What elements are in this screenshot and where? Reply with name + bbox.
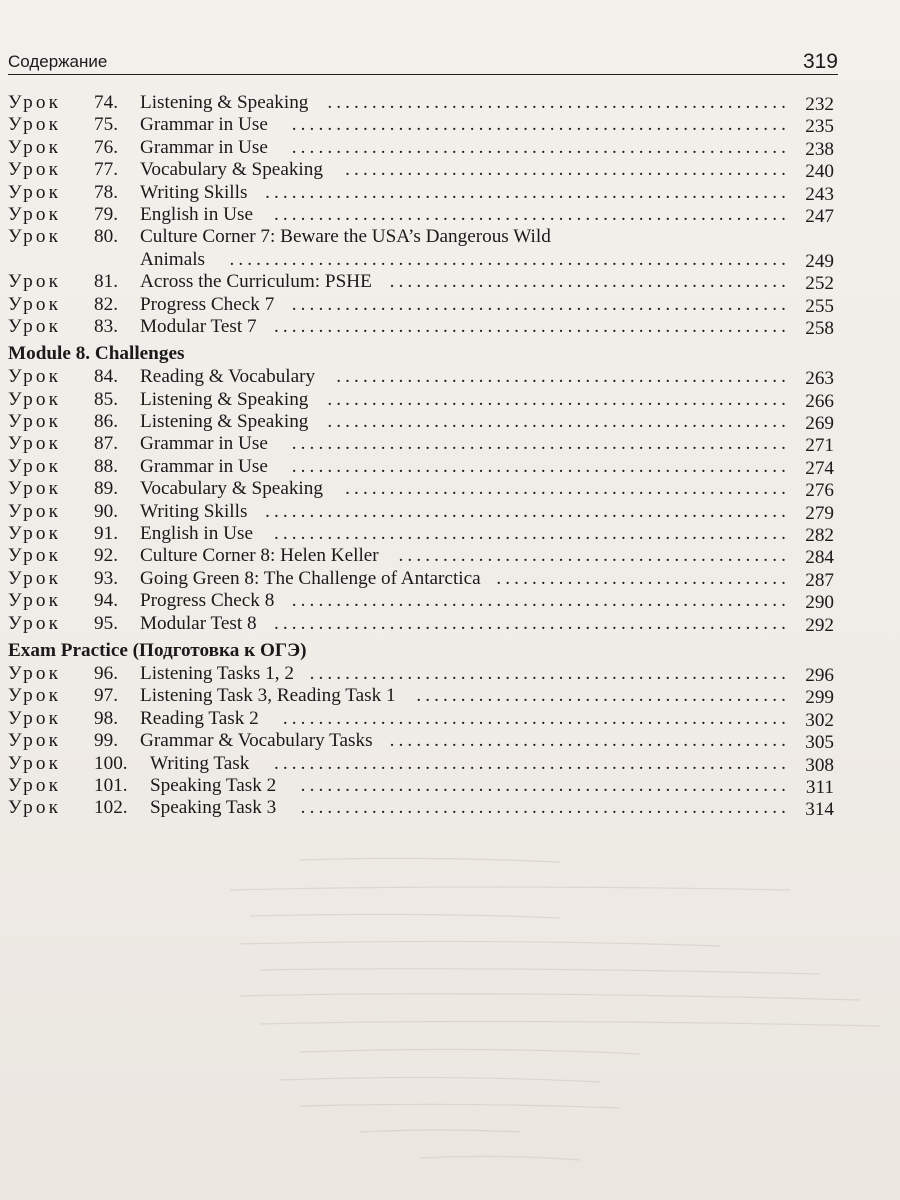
- toc-entry: [8, 478, 834, 500]
- leader-dots: ..................................................: [345, 478, 790, 500]
- lesson-label: Урок: [8, 797, 62, 819]
- page-reference: 235: [805, 116, 834, 138]
- lesson-number: 100.: [94, 752, 128, 774]
- page-reference: 238: [805, 138, 834, 160]
- leader-dots: .............................................: [389, 271, 790, 293]
- page-reference: 290: [805, 592, 834, 614]
- leader-dots: ........................................................: [291, 136, 790, 158]
- toc-group-exam-practice: [8, 663, 834, 820]
- toc-entry-continuation: [8, 249, 834, 271]
- toc-group-module-8: [8, 366, 834, 635]
- toc-entry: [8, 114, 834, 136]
- page-reference: 279: [805, 502, 834, 524]
- page-reference: 311: [805, 776, 834, 798]
- lesson-label: Урок: [8, 92, 62, 113]
- leader-dots: ....................................................: [327, 411, 790, 433]
- lesson-label: Урок: [8, 271, 62, 293]
- page-reference: 308: [805, 754, 834, 776]
- page-reference: 305: [805, 732, 834, 754]
- lesson-number: 80.: [94, 226, 118, 248]
- page-reference: 271: [805, 435, 834, 457]
- toc-entry: [8, 294, 834, 316]
- page-reference: 302: [805, 709, 834, 731]
- toc-entry: [8, 775, 834, 797]
- lesson-title: Grammar in Use: [140, 433, 268, 455]
- show-through-background: [0, 840, 900, 1200]
- toc-entry: [8, 708, 834, 730]
- lesson-label: Урок: [8, 315, 62, 337]
- leader-dots: ........................................................: [291, 114, 790, 136]
- lesson-number: 92.: [94, 545, 118, 567]
- lesson-number: 75.: [94, 114, 118, 136]
- lesson-label: Урок: [8, 500, 62, 522]
- page-reference: 269: [805, 413, 834, 435]
- lesson-number: 99.: [94, 730, 118, 752]
- table-of-contents: [8, 92, 834, 820]
- leader-dots: ........................................................: [291, 590, 790, 612]
- page-header: [8, 48, 838, 75]
- lesson-label: Урок: [8, 685, 62, 707]
- toc-entry: [8, 456, 834, 478]
- lesson-number: 93.: [94, 567, 118, 589]
- lesson-title: Reading & Vocabulary: [140, 366, 316, 388]
- lesson-number: 90.: [94, 500, 118, 522]
- lesson-title: Listening & Speaking: [140, 92, 309, 113]
- lesson-title: Vocabulary & Speaking: [140, 159, 323, 181]
- lesson-label: Урок: [8, 523, 62, 545]
- lesson-number: 96.: [94, 662, 118, 684]
- leader-dots: ...................................................: [336, 366, 790, 388]
- lesson-label: Урок: [8, 590, 62, 612]
- lesson-number: 81.: [94, 271, 118, 293]
- toc-entry: [8, 433, 834, 455]
- toc-entry: [8, 182, 834, 204]
- page-reference: 249: [805, 250, 834, 272]
- lesson-number: 74.: [94, 92, 118, 113]
- lesson-label: Урок: [8, 774, 62, 796]
- exam-practice-heading: Exam Practice (Подготовка к ОГЭ): [8, 639, 307, 661]
- lesson-number: 102.: [94, 797, 128, 819]
- toc-entry: [8, 389, 834, 411]
- lesson-label: Урок: [8, 567, 62, 589]
- lesson-label: Урок: [8, 159, 62, 181]
- page-reference: 240: [805, 161, 834, 183]
- toc-entry: [8, 730, 834, 752]
- lesson-title: Progress Check 7: [140, 293, 275, 315]
- lesson-title: Grammar & Vocabulary Tasks: [140, 730, 373, 752]
- leader-dots: ........................................................: [291, 433, 790, 455]
- leader-dots: .................................: [496, 567, 790, 589]
- lesson-number: 88.: [94, 455, 118, 477]
- lesson-number: 83.: [94, 315, 118, 337]
- page-reference: 266: [805, 390, 834, 412]
- toc-entry: [8, 685, 834, 707]
- page-reference: 287: [805, 569, 834, 591]
- toc-entry: [8, 613, 834, 635]
- lesson-title: Progress Check 8: [140, 590, 275, 612]
- lesson-title: Going Green 8: The Challenge of Antarctica: [140, 567, 481, 589]
- lesson-number: 89.: [94, 478, 118, 500]
- page-reference: 258: [805, 317, 834, 339]
- lesson-title: Speaking Task 2: [150, 774, 277, 796]
- page-reference: 292: [805, 614, 834, 636]
- page-number: 319: [802, 50, 838, 73]
- leader-dots: ............................................: [398, 545, 790, 567]
- page-reference: 299: [805, 687, 834, 709]
- lesson-number: 77.: [94, 159, 118, 181]
- leader-dots: ..........................................: [416, 685, 790, 707]
- toc-entry: [8, 226, 834, 248]
- lesson-label: Урок: [8, 293, 62, 315]
- toc-entry: [8, 501, 834, 523]
- lesson-number: 87.: [94, 433, 118, 455]
- page-reference: 284: [805, 547, 834, 569]
- lesson-title: Modular Test 8: [140, 612, 257, 634]
- lesson-label: Урок: [8, 662, 62, 684]
- lesson-title: Listening Task 3, Reading Task 1: [140, 685, 396, 707]
- leader-dots: ..........................................................: [273, 523, 790, 545]
- lesson-title: Culture Corner 7: Beware the USA’s Dangerous Wild: [140, 226, 551, 248]
- lesson-label: Урок: [8, 203, 62, 225]
- lesson-number: 98.: [94, 707, 118, 729]
- leader-dots: .............................................: [389, 730, 790, 752]
- lesson-title: Grammar in Use: [140, 114, 268, 136]
- page-reference: 255: [805, 295, 834, 317]
- lesson-title: Writing Skills: [140, 181, 248, 203]
- lesson-title: English in Use: [140, 523, 253, 545]
- lesson-label: Урок: [8, 388, 62, 410]
- leader-dots: ......................................................: [309, 662, 790, 684]
- lesson-title: Writing Skills: [140, 500, 248, 522]
- leader-dots: ..................................................: [345, 159, 790, 181]
- lesson-title: Across the Curriculum: PSHE: [140, 271, 372, 293]
- leader-dots: .........................................................: [282, 707, 790, 729]
- lesson-number: 84.: [94, 366, 118, 388]
- lesson-label: Урок: [8, 455, 62, 477]
- toc-entry: [8, 137, 834, 159]
- page-reference: 252: [805, 273, 834, 295]
- lesson-label: Урок: [8, 181, 62, 203]
- lesson-number: 86.: [94, 411, 118, 433]
- leader-dots: .......................................................: [300, 774, 790, 796]
- page-reference: 232: [805, 93, 834, 115]
- toc-entry: [8, 545, 834, 567]
- leader-dots: ..........................................................: [273, 203, 790, 225]
- leader-dots: ....................................................: [327, 388, 790, 410]
- lesson-number: 79.: [94, 203, 118, 225]
- toc-entry: [8, 204, 834, 226]
- page-reference: 276: [805, 480, 834, 502]
- lesson-number: 94.: [94, 590, 118, 612]
- leader-dots: ........................................................: [291, 293, 790, 315]
- lesson-title: Modular Test 7: [140, 315, 257, 337]
- lesson-title: Grammar in Use: [140, 455, 268, 477]
- lesson-title: Culture Corner 8: Helen Keller: [140, 545, 379, 567]
- toc-entry: [8, 753, 834, 775]
- leader-dots: ...........................................................: [265, 181, 790, 203]
- section-title: Содержание: [8, 52, 108, 71]
- lesson-number: 101.: [94, 774, 128, 796]
- lesson-title: Listening & Speaking: [140, 411, 309, 433]
- lesson-label: Урок: [8, 730, 62, 752]
- lesson-number: 78.: [94, 181, 118, 203]
- module-heading: Module 8. Challenges: [8, 343, 185, 365]
- lesson-label: Урок: [8, 226, 62, 248]
- lesson-number: 85.: [94, 388, 118, 410]
- lesson-title-continuation: Animals: [140, 248, 206, 270]
- page-reference: 296: [805, 664, 834, 686]
- leader-dots: ..........................................................: [273, 315, 790, 337]
- leader-dots: .......................................................: [300, 797, 790, 819]
- lesson-title: Grammar in Use: [140, 136, 268, 158]
- page-reference: 314: [805, 799, 834, 821]
- lesson-number: 97.: [94, 685, 118, 707]
- toc-entry: [8, 797, 834, 819]
- lesson-label: Урок: [8, 136, 62, 158]
- lesson-label: Урок: [8, 707, 62, 729]
- page-reference: 263: [805, 368, 834, 390]
- lesson-label: Урок: [8, 433, 62, 455]
- toc-entry: [8, 271, 834, 293]
- leader-dots: ...............................................................: [229, 248, 790, 270]
- toc-entry: [8, 159, 834, 181]
- toc-entry: [8, 523, 834, 545]
- lesson-number: 91.: [94, 523, 118, 545]
- lesson-title: Reading Task 2: [140, 707, 259, 729]
- lesson-number: 82.: [94, 293, 118, 315]
- lesson-number: 76.: [94, 136, 118, 158]
- leader-dots: ..........................................................: [273, 752, 790, 774]
- toc-entry: [8, 568, 834, 590]
- lesson-title: Writing Task: [150, 752, 250, 774]
- toc-entry: [8, 92, 834, 114]
- page-reference: 274: [805, 457, 834, 479]
- lesson-label: Урок: [8, 612, 62, 634]
- lesson-label: Урок: [8, 752, 62, 774]
- toc-entry: [8, 590, 834, 612]
- leader-dots: ...........................................................: [265, 500, 790, 522]
- lesson-number: 95.: [94, 612, 118, 634]
- leader-dots: ........................................................: [291, 455, 790, 477]
- page-reference: 247: [805, 205, 834, 227]
- lesson-label: Урок: [8, 478, 62, 500]
- lesson-title: English in Use: [140, 203, 253, 225]
- lesson-label: Урок: [8, 545, 62, 567]
- lesson-label: Урок: [8, 411, 62, 433]
- toc-entry: [8, 366, 834, 388]
- page-reference: 282: [805, 525, 834, 547]
- toc-entry: [8, 663, 834, 685]
- lesson-title: Vocabulary & Speaking: [140, 478, 323, 500]
- lesson-title: Listening Tasks 1, 2: [140, 662, 294, 684]
- toc-entry: [8, 316, 834, 338]
- lesson-title: Speaking Task 3: [150, 797, 277, 819]
- leader-dots: ..........................................................: [273, 612, 790, 634]
- page-reference: 243: [805, 183, 834, 205]
- lesson-label: Урок: [8, 114, 62, 136]
- toc-group-module-7: [8, 92, 834, 338]
- lesson-label: Урок: [8, 366, 62, 388]
- toc-entry: [8, 411, 834, 433]
- lesson-title: Listening & Speaking: [140, 388, 309, 410]
- leader-dots: ....................................................: [327, 91, 790, 113]
